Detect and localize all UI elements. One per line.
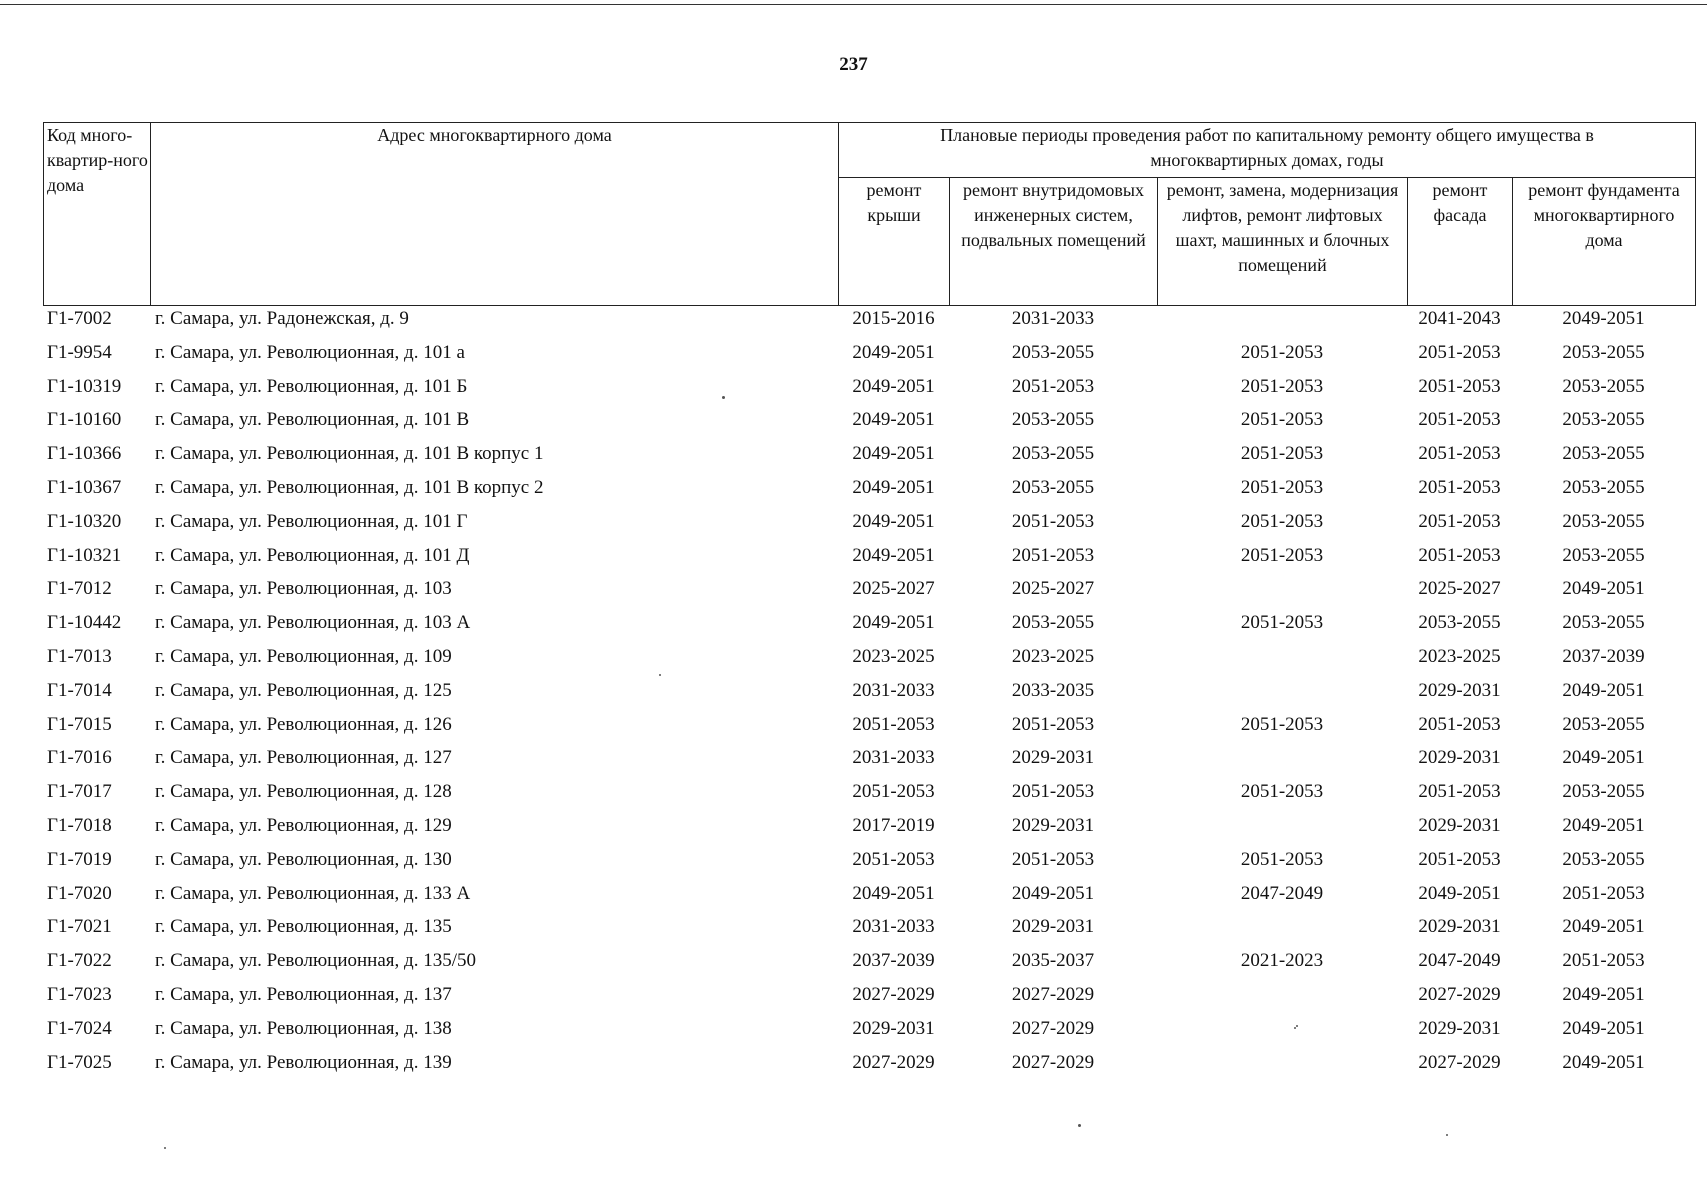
table-row — [43, 677, 1695, 711]
cell-facade: 2047-2049 — [1418, 950, 1501, 972]
cell-elevators — [1157, 1049, 1407, 1083]
header-facade: ремонт фасада — [1408, 178, 1513, 306]
cell-roof: 2049-2051 — [852, 882, 935, 904]
cell-roof: 2025-2027 — [852, 578, 935, 600]
cell-roof: 2031-2033 — [852, 679, 935, 701]
table-rows — [43, 305, 1695, 1082]
cell-engineering: 2051-2053 — [1011, 848, 1095, 870]
cell-engineering: 2023-2025 — [1011, 645, 1095, 667]
cell-foundation: 2053-2055 — [1562, 510, 1645, 532]
header-engineering: ремонт внутридомовых инженерных систем, подвальных помещений — [950, 178, 1158, 306]
header-planned-periods-line-2: многоквартирных домах, годы — [1150, 150, 1384, 170]
cell-elevators: 2047-2049 — [1240, 882, 1324, 904]
cell-code: Г1-10366 — [47, 443, 122, 465]
cell-code: Г1-7025 — [47, 1051, 112, 1073]
cell-code: Г1-10321 — [47, 544, 122, 566]
cell-engineering: 2053-2055 — [1011, 341, 1095, 363]
table-row — [43, 947, 1695, 981]
cell-roof: 2029-2031 — [852, 1017, 935, 1039]
cell-address: г. Самара, ул. Революционная, д. 125 — [155, 679, 452, 701]
cell-code: Г1-10160 — [47, 409, 122, 431]
cell-code: Г1-7014 — [47, 679, 112, 701]
cell-foundation: 2053-2055 — [1562, 443, 1645, 465]
cell-foundation: 2053-2055 — [1562, 341, 1645, 363]
cell-facade: 2029-2031 — [1418, 747, 1501, 769]
cell-facade: 2051-2053 — [1418, 443, 1501, 465]
scan-speck — [659, 674, 661, 676]
header-elevators: ремонт, замена, модернизация лифтов, ремонт лифтовых шахт, машинных и блочных помещений — [1158, 178, 1408, 306]
header-code: Код много-квартир-ного дома — [44, 123, 151, 306]
cell-facade: 2023-2025 — [1418, 645, 1501, 667]
cell-foundation: 2049-2051 — [1562, 1017, 1645, 1039]
cell-foundation: 2049-2051 — [1562, 578, 1645, 600]
cell-roof: 2049-2051 — [852, 612, 935, 634]
cell-address: г. Самара, ул. Революционная, д. 101 Д — [155, 544, 470, 566]
cell-engineering: 2029-2031 — [1011, 747, 1095, 769]
cell-elevators — [1157, 305, 1407, 339]
scan-speck — [1446, 1134, 1448, 1136]
cell-elevators — [1157, 575, 1407, 609]
table-row — [43, 1015, 1695, 1049]
cell-address: г. Самара, ул. Революционная, д. 128 — [155, 781, 452, 803]
cell-address: г. Самара, ул. Революционная, д. 103 А — [155, 612, 471, 634]
cell-address: г. Самара, ул. Революционная, д. 137 — [155, 983, 452, 1005]
cell-address: г. Самара, ул. Революционная, д. 101 В корпус 1 — [155, 443, 544, 465]
cell-engineering: 2049-2051 — [1011, 882, 1095, 904]
cell-code: Г1-7013 — [47, 645, 112, 667]
cell-facade: 2029-2031 — [1418, 814, 1501, 836]
cell-foundation: 2051-2053 — [1562, 950, 1645, 972]
cell-roof: 2049-2051 — [852, 375, 935, 397]
cell-foundation: 2053-2055 — [1562, 612, 1645, 634]
cell-elevators: 2051-2053 — [1240, 713, 1324, 735]
cell-engineering: 2053-2055 — [1011, 443, 1095, 465]
cell-foundation: 2049-2051 — [1562, 679, 1645, 701]
cell-code: Г1-7023 — [47, 983, 112, 1005]
cell-foundation: 2053-2055 — [1562, 848, 1645, 870]
table-row — [43, 440, 1695, 474]
table-row — [43, 913, 1695, 947]
header-foundation: ремонт фундамента многоквартирного дома — [1513, 178, 1696, 306]
cell-code: Г1-10367 — [47, 476, 122, 498]
cell-roof: 2049-2051 — [852, 476, 935, 498]
table-body — [43, 305, 1695, 1082]
scan-speck — [1078, 1124, 1081, 1127]
cell-foundation: 2053-2055 — [1562, 544, 1645, 566]
cell-foundation: 2053-2055 — [1562, 781, 1645, 803]
cell-roof: 2051-2053 — [852, 713, 935, 735]
table-row — [43, 373, 1695, 407]
cell-facade: 2051-2053 — [1418, 409, 1501, 431]
cell-roof: 2023-2025 — [852, 645, 935, 667]
cell-roof: 2049-2051 — [852, 443, 935, 465]
cell-code: Г1-7002 — [47, 308, 112, 329]
cell-roof: 2031-2033 — [852, 747, 935, 769]
cell-code: Г1-7017 — [47, 781, 112, 803]
cell-code: Г1-7016 — [47, 747, 112, 769]
cell-facade: 2049-2051 — [1418, 882, 1501, 904]
cell-address: г. Самара, ул. Революционная, д. 101 В — [155, 409, 470, 431]
cell-engineering: 2051-2053 — [1011, 544, 1095, 566]
cell-foundation: 2051-2053 — [1562, 882, 1645, 904]
cell-code: Г1-7018 — [47, 814, 112, 836]
cell-facade: 2027-2029 — [1418, 1051, 1501, 1073]
cell-address: г. Самара, ул. Революционная, д. 101 Б — [155, 375, 468, 397]
cell-engineering: 2035-2037 — [1011, 950, 1095, 972]
cell-foundation: 2053-2055 — [1562, 713, 1645, 735]
cell-code: Г1-10320 — [47, 510, 122, 532]
cell-roof: 2049-2051 — [852, 341, 935, 363]
cell-elevators — [1157, 1015, 1407, 1049]
cell-code: Г1-7019 — [47, 848, 112, 870]
cell-engineering: 2027-2029 — [1011, 1051, 1095, 1073]
cell-address: г. Самара, ул. Радонежская, д. 9 — [155, 308, 409, 329]
cell-facade: 2051-2053 — [1418, 781, 1501, 803]
cell-elevators: 2051-2053 — [1240, 409, 1324, 431]
table-row — [43, 643, 1695, 677]
table-row — [43, 981, 1695, 1015]
cell-address: г. Самара, ул. Революционная, д. 109 — [155, 645, 452, 667]
table-row — [43, 575, 1695, 609]
cell-facade: 2051-2053 — [1418, 375, 1501, 397]
cell-facade: 2051-2053 — [1418, 713, 1501, 735]
header-planned-periods — [839, 123, 1696, 178]
cell-foundation: 2053-2055 — [1562, 375, 1645, 397]
cell-code: Г1-7020 — [47, 882, 112, 904]
cell-roof: 2017-2019 — [852, 814, 935, 836]
table-row — [43, 339, 1695, 373]
header-planned-periods-line-1: Плановые периоды проведения работ по капитальному ремонту общего имущества в — [940, 125, 1594, 145]
cell-elevators: 2051-2053 — [1240, 476, 1324, 498]
cell-engineering: 2051-2053 — [1011, 375, 1095, 397]
cell-elevators — [1157, 744, 1407, 778]
cell-roof: 2027-2029 — [852, 1051, 935, 1073]
table-header — [43, 122, 1696, 306]
cell-engineering: 2033-2035 — [1011, 679, 1095, 701]
cell-address: г. Самара, ул. Революционная, д. 103 — [155, 578, 452, 600]
cell-foundation: 2049-2051 — [1562, 747, 1645, 769]
table-row — [43, 542, 1695, 576]
cell-code: Г1-7021 — [47, 916, 112, 938]
cell-foundation: 2049-2051 — [1562, 983, 1645, 1005]
table-row — [43, 508, 1695, 542]
cell-address: г. Самара, ул. Революционная, д. 127 — [155, 747, 452, 769]
cell-elevators — [1157, 643, 1407, 677]
scan-speck — [164, 1147, 166, 1149]
top-rule — [0, 4, 1707, 5]
table-row — [43, 812, 1695, 846]
table-row — [43, 305, 1695, 339]
cell-foundation: 2053-2055 — [1562, 476, 1645, 498]
scan-speck — [722, 396, 725, 399]
cell-address: г. Самара, ул. Революционная, д. 129 — [155, 814, 452, 836]
cell-address: г. Самара, ул. Революционная, д. 101 Г — [155, 510, 468, 532]
cell-roof: 2031-2033 — [852, 916, 935, 938]
cell-address: г. Самара, ул. Революционная, д. 126 — [155, 713, 452, 735]
cell-elevators: 2051-2053 — [1240, 341, 1324, 363]
scan-speck — [1294, 1027, 1296, 1029]
cell-engineering: 2031-2033 — [1011, 308, 1095, 329]
cell-elevators — [1157, 913, 1407, 947]
page-number: 237 — [839, 54, 868, 75]
cell-facade: 2051-2053 — [1418, 510, 1501, 532]
cell-address: г. Самара, ул. Революционная, д. 135 — [155, 916, 452, 938]
cell-foundation: 2049-2051 — [1562, 814, 1645, 836]
cell-address: г. Самара, ул. Революционная, д. 138 — [155, 1017, 452, 1039]
cell-address: г. Самара, ул. Революционная, д. 133 А — [155, 882, 471, 904]
cell-facade: 2029-2031 — [1418, 679, 1501, 701]
header-address: Адрес многоквартирного дома — [151, 123, 839, 306]
table-row — [43, 880, 1695, 914]
cell-engineering: 2053-2055 — [1011, 476, 1095, 498]
cell-elevators: 2051-2053 — [1240, 375, 1324, 397]
cell-facade: 2051-2053 — [1418, 544, 1501, 566]
table-row — [43, 1049, 1695, 1083]
cell-code: Г1-7015 — [47, 713, 112, 735]
table-row — [43, 406, 1695, 440]
cell-roof: 2051-2053 — [852, 848, 935, 870]
cell-facade: 2053-2055 — [1418, 612, 1501, 634]
cell-address: г. Самара, ул. Революционная, д. 139 — [155, 1051, 452, 1073]
cell-elevators: 2051-2053 — [1240, 781, 1324, 803]
cell-roof: 2037-2039 — [852, 950, 935, 972]
cell-elevators: 2051-2053 — [1240, 544, 1324, 566]
cell-facade: 2041-2043 — [1418, 308, 1501, 329]
cell-roof: 2015-2016 — [852, 308, 935, 329]
cell-foundation: 2049-2051 — [1562, 916, 1645, 938]
table-row — [43, 474, 1695, 508]
cell-facade: 2051-2053 — [1418, 476, 1501, 498]
cell-engineering: 2029-2031 — [1011, 916, 1095, 938]
cell-address: г. Самара, ул. Революционная, д. 135/50 — [155, 950, 476, 972]
cell-code: Г1-7012 — [47, 578, 112, 600]
cell-facade: 2025-2027 — [1418, 578, 1501, 600]
table-row — [43, 711, 1695, 745]
scan-speck — [1296, 1025, 1298, 1027]
cell-engineering: 2027-2029 — [1011, 1017, 1095, 1039]
cell-engineering: 2051-2053 — [1011, 713, 1095, 735]
table-row — [43, 846, 1695, 880]
table-row — [43, 744, 1695, 778]
cell-elevators — [1157, 677, 1407, 711]
table-row — [43, 778, 1695, 812]
cell-roof: 2051-2053 — [852, 781, 935, 803]
cell-engineering: 2053-2055 — [1011, 409, 1095, 431]
cell-foundation: 2049-2051 — [1562, 1051, 1645, 1073]
cell-engineering: 2051-2053 — [1011, 510, 1095, 532]
cell-engineering: 2029-2031 — [1011, 814, 1095, 836]
cell-elevators: 2051-2053 — [1240, 510, 1324, 532]
cell-foundation: 2053-2055 — [1562, 409, 1645, 431]
cell-address: г. Самара, ул. Революционная, д. 101 а — [155, 341, 465, 363]
cell-facade: 2029-2031 — [1418, 916, 1501, 938]
cell-code: Г1-9954 — [47, 341, 112, 363]
cell-address: г. Самара, ул. Революционная, д. 130 — [155, 848, 452, 870]
cell-engineering: 2027-2029 — [1011, 983, 1095, 1005]
table-row — [43, 609, 1695, 643]
cell-engineering: 2053-2055 — [1011, 612, 1095, 634]
cell-code: Г1-7022 — [47, 950, 112, 972]
cell-code: Г1-7024 — [47, 1017, 112, 1039]
cell-elevators: 2051-2053 — [1240, 443, 1324, 465]
cell-elevators — [1157, 812, 1407, 846]
cell-facade: 2027-2029 — [1418, 983, 1501, 1005]
cell-facade: 2029-2031 — [1418, 1017, 1501, 1039]
cell-elevators: 2051-2053 — [1240, 848, 1324, 870]
cell-engineering: 2051-2053 — [1011, 781, 1095, 803]
header-roof: ремонт крыши — [839, 178, 950, 306]
cell-code: Г1-10319 — [47, 375, 122, 397]
cell-facade: 2051-2053 — [1418, 341, 1501, 363]
cell-elevators: 2021-2023 — [1240, 950, 1324, 972]
cell-foundation: 2049-2051 — [1562, 308, 1645, 329]
cell-address: г. Самара, ул. Революционная, д. 101 В корпус 2 — [155, 476, 544, 498]
cell-roof: 2049-2051 — [852, 510, 935, 532]
cell-elevators: 2051-2053 — [1240, 612, 1324, 634]
cell-elevators — [1157, 981, 1407, 1015]
cell-facade: 2051-2053 — [1418, 848, 1501, 870]
cell-roof: 2049-2051 — [852, 544, 935, 566]
cell-roof: 2027-2029 — [852, 983, 935, 1005]
cell-code: Г1-10442 — [47, 612, 122, 634]
cell-roof: 2049-2051 — [852, 409, 935, 431]
cell-foundation: 2037-2039 — [1562, 645, 1645, 667]
cell-engineering: 2025-2027 — [1011, 578, 1095, 600]
